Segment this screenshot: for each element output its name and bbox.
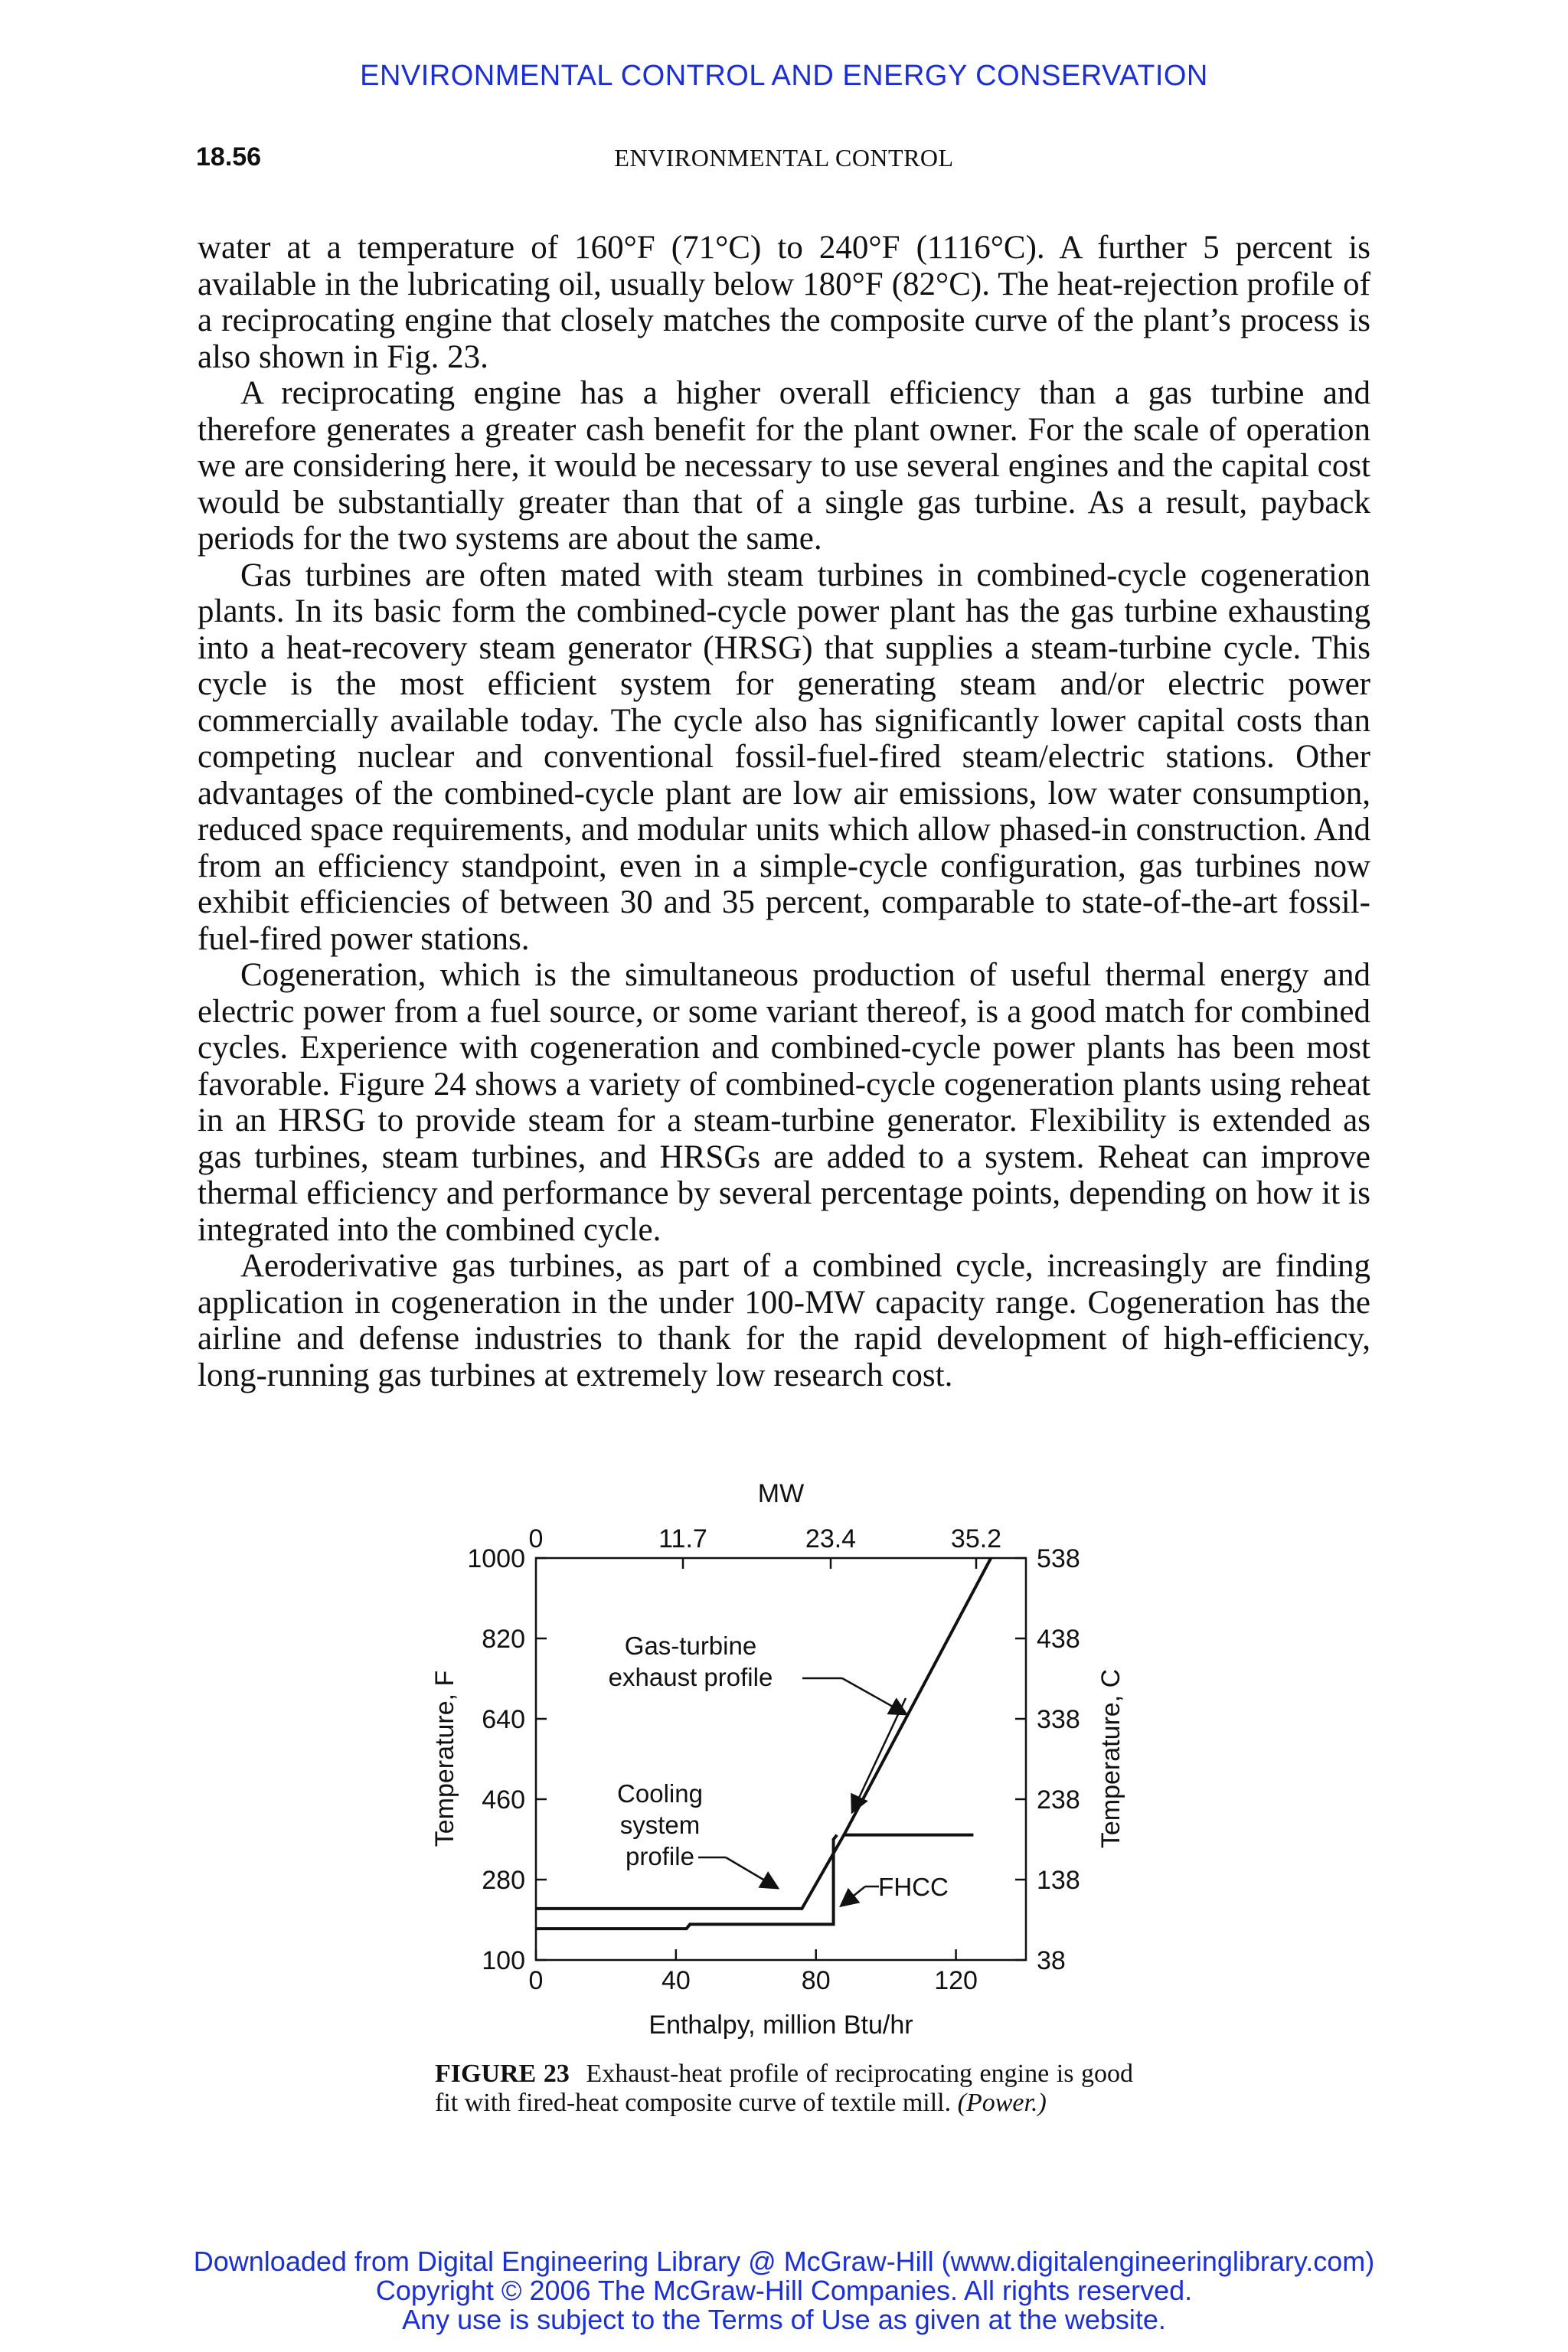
figure-label: FIGURE 23 xyxy=(435,2060,570,2088)
paragraph: water at a temperature of 160°F (71°C) to 240°F (1116°C). A further 5 percent is available in the lubricating oil, usually below 180°F (82°C). The heat-rejection profile of a reciprocating engine that closely matches the composite curve of the plant’s process is also shown in Fig. 23. xyxy=(198,230,1370,375)
x-tick-label: 40 xyxy=(661,1966,691,1995)
paragraph: Cogeneration, which is the simultaneous production of useful thermal energy and electric power from a fuel source, or some variant thereof, is a good match for combined cycles. Experience with cogeneration and combined-cycle power plants has been most favorable. Figure 24 shows a variety of combined-cycle cogeneration plants using reheat in an HRSG to provide steam for a steam-turbine generator. Flexibility is extended as gas turbines, steam turbines, and HRSGs are added to a system. Reheat can improve thermal efficiency and performance by several percentage points, depending on how it is integrated into the combined cycle. xyxy=(198,957,1370,1248)
caption-source: (Power.) xyxy=(957,2089,1047,2117)
y-tick-label-right: 538 xyxy=(1037,1544,1080,1573)
top-tick-label: 23.4 xyxy=(805,1524,857,1553)
y-tick-label-left: 1000 xyxy=(467,1544,525,1573)
y-axis-label-left: Temperature, F xyxy=(430,1670,459,1847)
footer xyxy=(0,2247,1568,2334)
fhcc-arrow xyxy=(842,1886,865,1905)
y-tick-label-right: 138 xyxy=(1037,1866,1080,1895)
x-tick-label: 0 xyxy=(528,1966,544,1995)
paragraph: Aeroderivative gas turbines, as part of a combined cycle, increasingly are finding application in cogeneration in the under 100-MW capacity range. Cogeneration has the airline and defense industries to thank for the rapid development of high-efficiency, long-running gas turbines at extremely low research cost. xyxy=(198,1248,1370,1393)
top-tick-label: 0 xyxy=(528,1524,544,1553)
x-tick-label: 80 xyxy=(801,1966,831,1995)
x-tick-label: 120 xyxy=(934,1966,978,1995)
y-tick-label-left: 640 xyxy=(482,1705,525,1734)
gas-turbine-arrow-1 xyxy=(842,1678,905,1713)
annotation-cooling-line2: system xyxy=(619,1811,701,1839)
top-axis-label: MW xyxy=(757,1479,805,1508)
x-axis-label: Enthalpy, million Btu/hr xyxy=(648,2011,913,2040)
y-tick-label-right: 438 xyxy=(1037,1625,1080,1654)
series-gas-turbine-exhaust xyxy=(844,1558,991,1835)
body-text xyxy=(198,230,1370,1393)
running-head: ENVIRONMENTAL CONTROL xyxy=(614,144,954,172)
y-tick-label-left: 100 xyxy=(482,1946,525,1975)
y-tick-label-left: 280 xyxy=(482,1866,525,1895)
annotation-fhcc: FHCC xyxy=(878,1873,949,1901)
y-tick-label-right: 338 xyxy=(1037,1705,1080,1734)
annotation-gas-turbine-line2: exhaust profile xyxy=(608,1663,773,1691)
figure-caption xyxy=(435,2060,1133,2118)
y-tick-label-right: 238 xyxy=(1037,1785,1080,1815)
y-tick-label-right: 38 xyxy=(1037,1946,1066,1975)
top-banner: ENVIRONMENTAL CONTROL AND ENERGY CONSERVATION xyxy=(360,60,1208,92)
footer-download-link[interactable]: Downloaded from Digital Engineering Library @ McGraw-Hill (www.digitalengineeringlibrary.com) xyxy=(193,2246,1375,2277)
paragraph: A reciprocating engine has a higher overall efficiency than a gas turbine and therefore generates a greater cash benefit for the plant owner. For the scale of operation we are considering here, it would be necessary to use several engines and the capital cost would be substantially greater than that of a single gas turbine. As a result, payback periods for the two systems are about the same. xyxy=(198,375,1370,557)
caption-text: Exhaust-heat profile of reciprocating engine is good fit with fired-heat composite curve of textile mill. xyxy=(435,2060,1134,2117)
y-axis-label-right: Temperature, C xyxy=(1096,1668,1125,1849)
gas-turbine-arrow-2 xyxy=(853,1698,906,1811)
y-tick-label-left: 820 xyxy=(482,1625,525,1654)
top-tick-label: 35.2 xyxy=(950,1524,1002,1553)
plot-frame xyxy=(536,1558,1026,1960)
cooling-arrow xyxy=(726,1857,776,1887)
annotation-cooling-line1: Cooling xyxy=(617,1779,703,1808)
figure-23-chart xyxy=(413,1470,1148,2044)
page-number: 18.56 xyxy=(196,142,262,172)
annotation-cooling-line3: profile xyxy=(626,1842,694,1870)
paragraph: Gas turbines are often mated with steam turbines in combined-cycle cogeneration plants. In its basic form the combined-cycle power plant has the gas turbine exhausting into a heat-recovery steam generator (HRSG) that supplies a steam-turbine cycle. This cycle is the most efficient system for generating steam and/or electric power commercially available today. The cycle also has significantly lower capital costs than competing nuclear and conventional fossil-fuel-fired steam/electric stations. Other advantages of the combined-cycle plant are low air emissions, low water consumption, reduced space requirements, and modular units which allow phased-in construction. And from an efficiency standpoint, even in a simple-cycle configuration, gas turbines now exhibit efficiencies of between 30 and 35 percent, comparable to state-of-the-art fossil-fuel-fired power stations. xyxy=(198,557,1370,957)
top-tick-label: 11.7 xyxy=(658,1524,707,1553)
footer-terms[interactable]: Any use is subject to the Terms of Use as given at the website. xyxy=(402,2304,1166,2335)
footer-copyright: Copyright © 2006 The McGraw-Hill Companies. All rights reserved. xyxy=(375,2275,1193,2306)
annotation-gas-turbine-line1: Gas-turbine xyxy=(624,1632,757,1660)
y-tick-label-left: 460 xyxy=(482,1785,525,1815)
